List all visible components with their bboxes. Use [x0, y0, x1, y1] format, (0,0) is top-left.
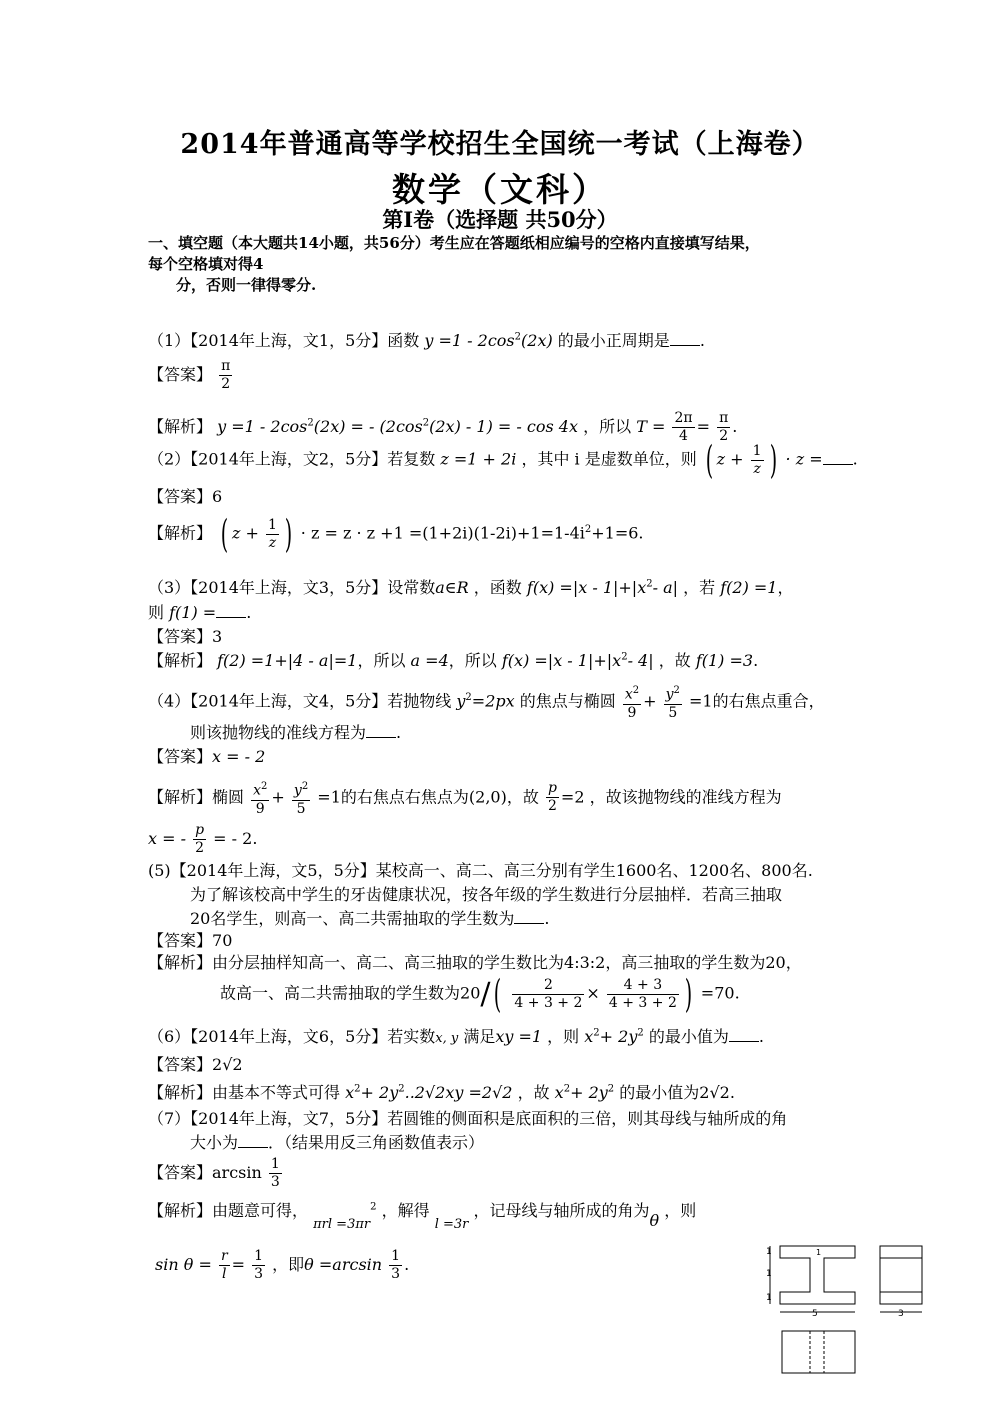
q3-answer: 【答案】3	[148, 627, 223, 646]
q6-answer: 【答案】2√2	[148, 1055, 243, 1074]
q4-question: （4）【2014年上海，文4，5分】若抛物线 $y^2=2px$ 的焦点与椭圆 $\frac{x^2}{9}$ + $\frac{y^2}{5}$ =1的右焦点重合，	[148, 682, 825, 722]
q5-question-line2: 为了解该校高中学生的牙齿健康状况，按各年级的学生数进行分层抽样．若高三抽取	[190, 885, 783, 904]
q4-question-line2: 则该抛物线的准线方程为 .	[190, 723, 402, 742]
side-view	[880, 1246, 922, 1312]
q4-answer: 【答案】x = - 2	[148, 747, 266, 766]
q2-question: （2）【2014年上海，文2，5分】若复数 z =1 + 2i ，其中 i 是虚数单位，则 ( z + $\frac{1}{z}$ ) · z = .	[148, 438, 858, 482]
q7-answer: 【答案】arcsin $\frac{1}{3}$	[148, 1156, 280, 1190]
q5-question: (5)【2014年上海，文5，5分】某校高一、高二、高三分别有学生1600名、1200名、800名.	[148, 861, 813, 880]
q7-analysis: 【解析】由题意可得， $_{\pi rl =3\pi r}^2$ ，解得 $_{l =3r}$ ，记母线与轴所成的角为θ ，则	[148, 1201, 697, 1232]
dim-mid-label: 1	[816, 1248, 822, 1257]
q7-question-line2: 大小为 ．（结果用反三角函数值表示）	[190, 1133, 485, 1152]
top-view	[782, 1331, 855, 1373]
width5-label: 5	[812, 1309, 818, 1319]
q5-analysis: 【解析】由分层抽样知高一、高二、高三抽取的学生数比为4:3:2，高三抽取的学生数为20，	[148, 953, 802, 972]
exam-title: 2014年普通高等学校招生全国统一考试（上海卷）	[180, 129, 820, 160]
q5-question-line3: 20名学生，则高一、高二共需抽取的学生数为 .	[190, 909, 550, 928]
q7-analysis-line2: sin θ = $\frac{r}{l}$ = $\frac{1}{3}$ ，即θ =arcsin $\frac{1}{3}$ .	[155, 1248, 410, 1282]
section-instructions: 一、填空题（本大题共14小题，共56分）考生应在答题纸相应编号的空格内直接填写结果， 每个空格填对得4 分，否则一律得零分.	[148, 234, 760, 294]
dim-side-label: 1	[766, 1269, 772, 1279]
dim-bottom-label: 1	[766, 1293, 772, 1303]
q6-analysis: 【解析】由基本不等式可得 $x^2+ 2y^2..2√2xy =2√2$ ，故 $x^2+ 2y^2$ 的最小值为2√2.	[148, 1083, 735, 1102]
part-title: 第Ⅰ卷（选择题 共50分）	[382, 207, 618, 232]
dim-top-label: 1	[766, 1247, 772, 1257]
q4-analysis-line2: x = - $\frac{p}{2}$ = - 2.	[148, 822, 258, 856]
q3-question-line2: 则 f(1) = .	[148, 603, 252, 622]
q1-analysis: 【解析】 $y =1 - 2\cos^2(2x)$ = - $(2\cos^2(2x) - 1)$ = - cos 4x ，所以 T = $\frac{2\pi}{4}$ = $\frac{\pi}{2}$ .	[148, 410, 738, 444]
q3-question: （3）【2014年上海，文3，5分】设常数a∈R ，函数 $f(x) =|x - 1|+|x^2-$ a| ，若 f(2) =1，	[148, 578, 794, 597]
q6-question: （6）【2014年上海，文6，5分】若实数x, y 满足xy =1 ，则 $x^2+ 2y^2$ 的最小值为 .	[148, 1027, 764, 1046]
q7-question: （7）【2014年上海，文7，5分】若圆锥的侧面积是底面积的三倍，则其母线与轴所成的角	[148, 1109, 788, 1128]
subject-title: 数学（文科）	[392, 170, 608, 209]
q1-answer: 【答案】 $\frac{\pi}{2}$	[148, 358, 231, 392]
q2-analysis: 【解析】 ( z + $\frac{1}{z}$ ) · $z = z \cdot z +1 =(1+2i)(1-2i)+1=1-4i^2+1=6$.	[148, 512, 644, 556]
width3-label: 3	[898, 1309, 904, 1319]
q2-answer: 【答案】6	[148, 487, 223, 506]
q4-analysis: 【解析】椭圆 $\frac{x^2}{9}$ + $\frac{y^2}{5}$ =1的右焦点右焦点为(2,0)，故 $\frac{p}{2}$ =2 ，故该抛物线的准线方程为	[148, 778, 782, 818]
q3-analysis: 【解析】 f(2) =1+|4 - a|=1，所以 a =4，所以 $f(x) =|x - 1|+|x^2-$ 4| ，故 f(1) =3.	[148, 651, 759, 670]
front-view	[770, 1246, 855, 1312]
q5-answer: 【答案】70	[148, 931, 233, 950]
q1-question: （1）【2014年上海，文1，5分】函数 $y =1 - 2\cos^2(2x)$ 的最小正周期是 .	[148, 331, 705, 350]
q5-analysis-line2: 故高一、高二共需抽取的学生数为20/( $\frac{2}{4 + 3 + 2}$ × $\frac{4 + 3}{4 + 3 + 2}$ ) =70.	[220, 972, 740, 1016]
three-view-figure	[760, 1236, 940, 1386]
